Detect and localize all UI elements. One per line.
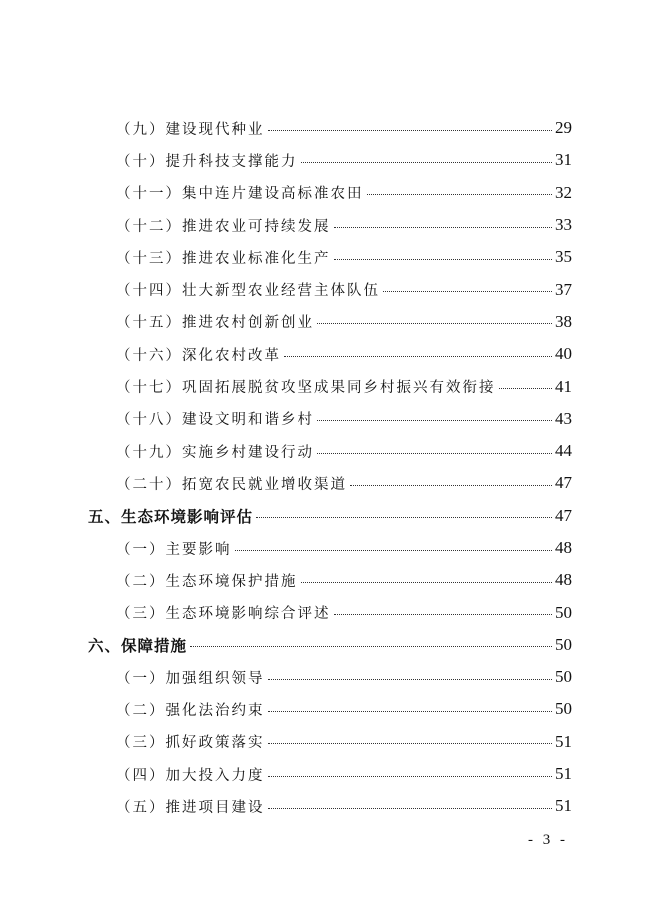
toc-entry-page: 33 (555, 215, 572, 235)
toc-entry-page: 50 (555, 667, 572, 687)
toc-entry-page: 48 (555, 570, 572, 590)
dot-leader (301, 582, 553, 583)
toc-entry-page: 38 (555, 311, 572, 331)
toc-entry-page: 51 (555, 796, 572, 816)
toc-entry-title: （十五）推进农村创新创业 (116, 315, 314, 332)
toc-entry-page: 41 (555, 376, 572, 396)
dot-leader (190, 646, 552, 647)
toc-entry-title: （十三）推进农业标准化生产 (116, 250, 331, 267)
toc-entry-title: （一）主要影响 (116, 541, 232, 558)
toc-entry-page: 37 (555, 279, 572, 299)
dot-leader (367, 194, 553, 195)
toc-entry-title: （二十）拓宽农民就业增收渠道 (116, 476, 347, 493)
toc-entry-title: （十六）深化农村改革 (116, 347, 281, 364)
dot-leader (334, 614, 553, 615)
dot-leader (499, 388, 553, 389)
toc-subsection-entry[interactable] (88, 790, 572, 822)
toc-entry-page: 50 (555, 602, 572, 622)
toc-entry-page: 32 (555, 182, 572, 202)
toc-subsection-entry[interactable] (88, 435, 572, 467)
toc-subsection-entry[interactable] (88, 596, 572, 628)
dot-leader (334, 259, 553, 260)
toc-entry-page: 43 (555, 408, 572, 428)
toc-entry-page: 40 (555, 344, 572, 364)
toc-entry-title: （十四）壮大新型农业经营主体队伍 (116, 283, 380, 300)
dot-leader (350, 485, 552, 486)
toc-entry-title: （三）抓好政策落实 (116, 735, 265, 752)
toc-entry-page: 35 (555, 247, 572, 267)
toc-entry-page: 50 (555, 699, 572, 719)
toc-entry-page: 47 (555, 473, 572, 493)
toc-subsection-entry[interactable] (88, 306, 572, 338)
toc-entry-title: （四）加大投入力度 (116, 767, 265, 784)
toc-entry-title: （三）生态环境影响综合评述 (116, 606, 331, 623)
toc-subsection-entry[interactable] (88, 241, 572, 273)
toc-entry-page: 47 (555, 505, 572, 525)
dot-leader (256, 517, 552, 518)
toc-subsection-entry[interactable] (88, 370, 572, 402)
toc-entry-title: （十八）建设文明和谐乡村 (116, 412, 314, 429)
toc-subsection-entry[interactable] (88, 532, 572, 564)
toc-subsection-entry[interactable] (88, 338, 572, 370)
dot-leader (268, 808, 553, 809)
dot-leader (383, 291, 552, 292)
toc-entry-page: 50 (555, 634, 572, 654)
dot-leader (268, 743, 553, 744)
toc-subsection-entry[interactable] (88, 467, 572, 499)
toc-entry-page: 44 (555, 441, 572, 461)
toc-entry-title: （十）提升科技支撑能力 (116, 153, 298, 170)
toc-entry-title: （五）推进项目建设 (116, 799, 265, 816)
toc-entry-title: （二）强化法治约束 (116, 702, 265, 719)
toc-subsection-entry[interactable] (88, 273, 572, 305)
toc-entry-title: （十一）集中连片建设高标准农田 (116, 186, 364, 203)
toc-subsection-entry[interactable] (88, 177, 572, 209)
toc-subsection-entry[interactable] (88, 209, 572, 241)
toc-subsection-entry[interactable] (88, 403, 572, 435)
toc-subsection-entry[interactable] (88, 112, 572, 144)
dot-leader (268, 776, 553, 777)
toc-entry-page: 29 (555, 118, 572, 138)
toc-subsection-entry[interactable] (88, 564, 572, 596)
toc-entry-title: 六、保障措施 (88, 636, 188, 655)
dot-leader (317, 453, 552, 454)
toc-section-entry[interactable] (88, 500, 572, 532)
toc-entry-title: 五、生态环境影响评估 (88, 507, 254, 526)
toc-subsection-entry[interactable] (88, 144, 572, 176)
toc-entry-page: 51 (555, 764, 572, 784)
dot-leader (235, 550, 553, 551)
dot-leader (317, 323, 552, 324)
toc-section-entry[interactable] (88, 629, 572, 661)
toc-subsection-entry[interactable] (88, 758, 572, 790)
dot-leader (284, 356, 552, 357)
toc-subsection-entry[interactable] (88, 661, 572, 693)
dot-leader (268, 711, 553, 712)
toc-entry-title: （十二）推进农业可持续发展 (116, 218, 331, 235)
dot-leader (268, 679, 553, 680)
toc-subsection-entry[interactable] (88, 726, 572, 758)
dot-leader (334, 227, 553, 228)
table-of-contents (88, 112, 572, 823)
toc-entry-page: 48 (555, 538, 572, 557)
page-number: - 3 - (528, 832, 568, 848)
dot-leader (301, 162, 553, 163)
dot-leader (317, 420, 552, 421)
toc-subsection-entry[interactable] (88, 693, 572, 725)
toc-entry-title: （十九）实施乡村建设行动 (116, 444, 314, 461)
toc-entry-title: （十七）巩固拓展脱贫攻坚成果同乡村振兴有效衔接 (116, 380, 496, 397)
toc-entry-title: （二）生态环境保护措施 (116, 573, 298, 590)
dot-leader (268, 130, 553, 131)
toc-entry-title: （九）建设现代种业 (116, 121, 265, 138)
toc-entry-page: 31 (555, 150, 572, 170)
toc-entry-title: （一）加强组织领导 (116, 670, 265, 687)
toc-entry-page: 51 (555, 731, 572, 751)
